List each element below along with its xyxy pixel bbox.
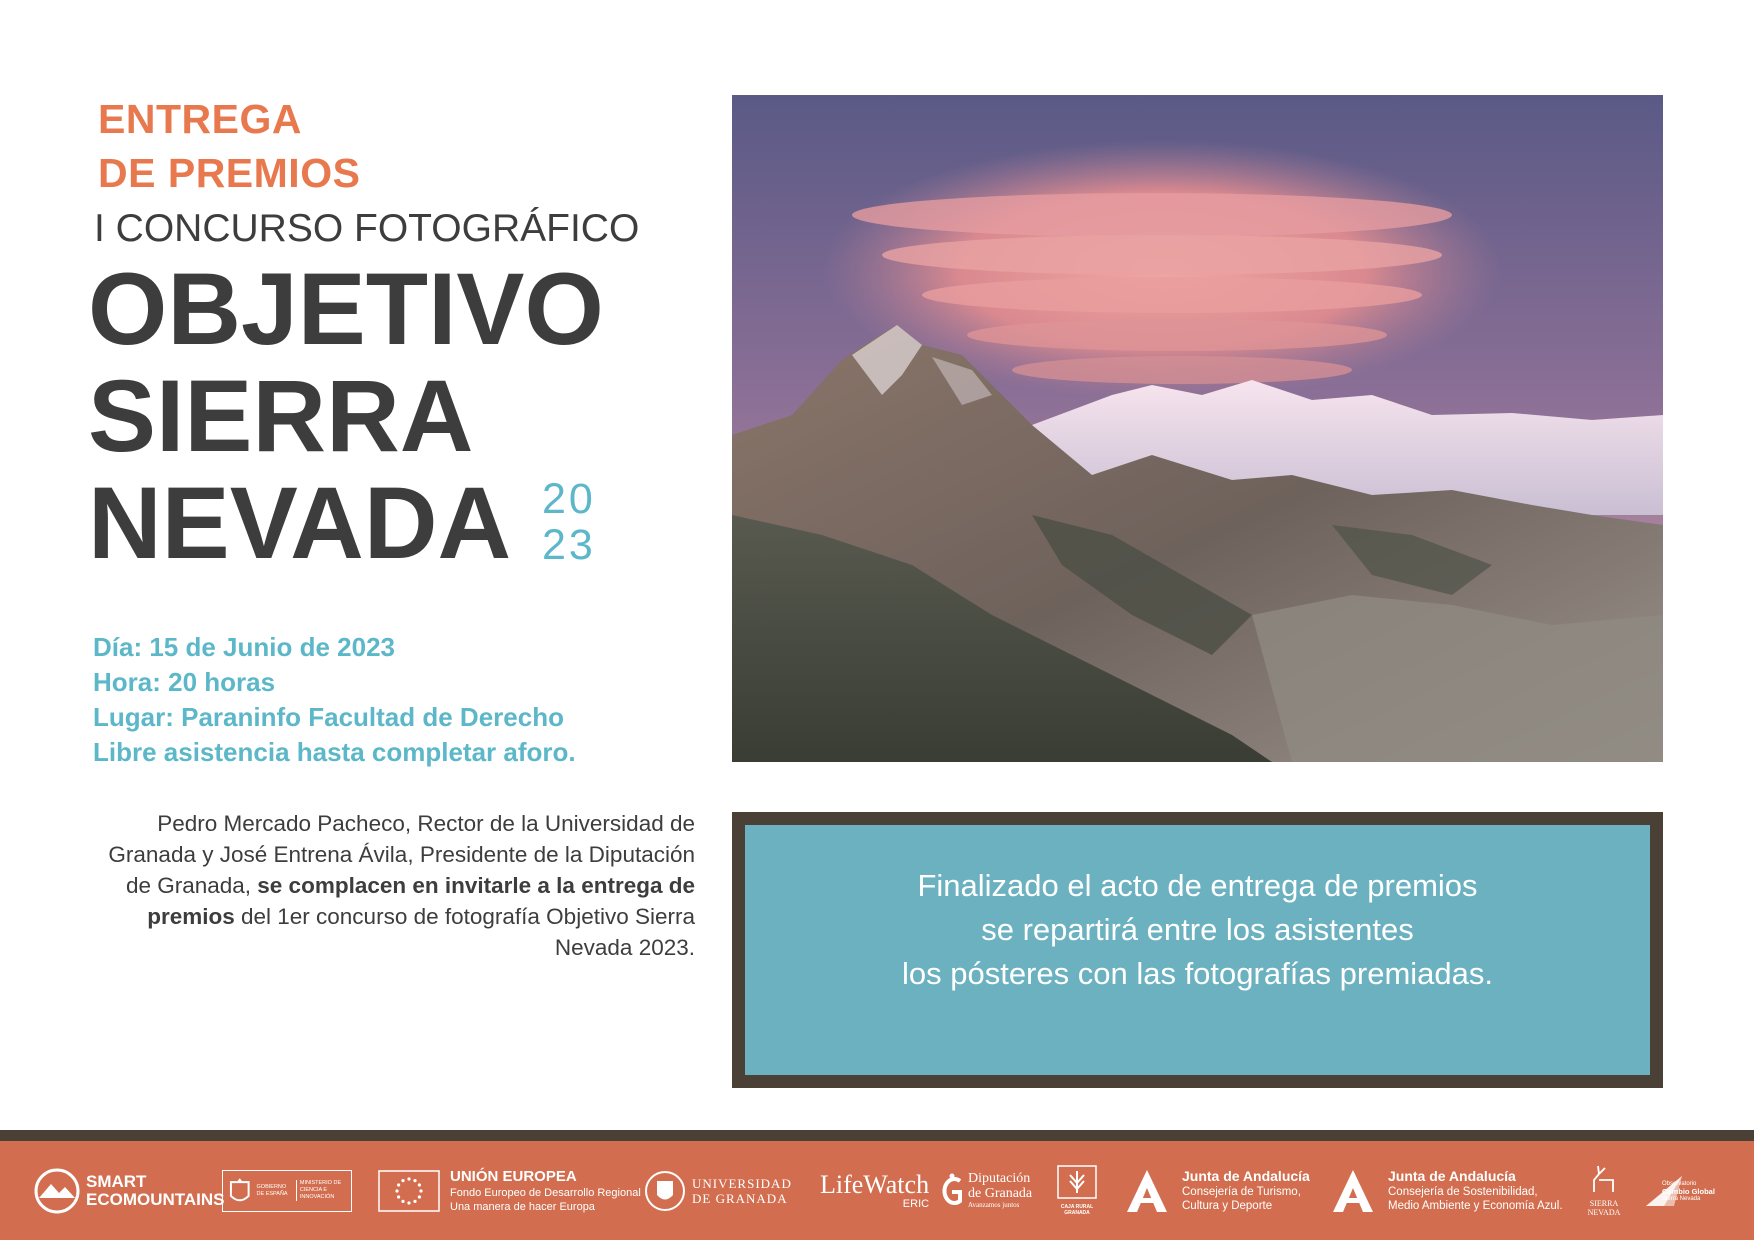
title-line-2: SIERRA bbox=[88, 359, 474, 473]
kicker-line-2: DE PREMIOS bbox=[98, 150, 361, 196]
invitation-part-1: Pedro Mercado Pacheco, Rector de la Universidad de Granada y José Entrena Ávila, Presidente de la Diputación de Granada, bbox=[108, 811, 695, 898]
junta2-title: Junta de Andalucía bbox=[1388, 1168, 1516, 1184]
obs-line-1: Observatorio bbox=[1662, 1180, 1697, 1187]
observatorio-logo bbox=[1644, 1141, 1722, 1240]
ibex-icon bbox=[1589, 1164, 1619, 1194]
ugr-logo bbox=[644, 1141, 792, 1240]
gobierno-logo bbox=[222, 1141, 352, 1240]
junta-sostenibilidad-logo bbox=[1330, 1141, 1563, 1240]
union-europea-logo bbox=[378, 1141, 641, 1240]
sn-line-1: SIERRA bbox=[1589, 1199, 1619, 1208]
coat-of-arms-icon bbox=[227, 1176, 253, 1206]
contest-year bbox=[542, 476, 596, 568]
junta1-line-2: Cultura y Deporte bbox=[1182, 1200, 1273, 1212]
event-access: Libre asistencia hasta completar aforo. bbox=[93, 737, 576, 767]
lifewatch-eric: ERIC bbox=[902, 1197, 930, 1210]
notice-box bbox=[732, 812, 1663, 1088]
contest-title bbox=[88, 252, 604, 580]
obs-line-3: Sierra Nevada bbox=[1662, 1195, 1701, 1202]
event-kicker bbox=[98, 92, 360, 200]
caja-rural-label: CAJA RURAL GRANADA bbox=[1060, 1204, 1094, 1216]
invitation-bold-1: se complacen en invitarle a la bbox=[257, 873, 575, 898]
contest-subtitle: I CONCURSO FOTOGRÁFICO bbox=[94, 207, 640, 250]
junta2-line-1: Consejería de Sostenibilidad, bbox=[1388, 1186, 1538, 1198]
junta2-line-2: Medio Ambiente y Economía Azul. bbox=[1388, 1200, 1563, 1212]
notice-text bbox=[902, 864, 1493, 996]
event-details bbox=[93, 630, 576, 770]
event-time: Hora: 20 horas bbox=[93, 667, 276, 697]
diputacion-logo bbox=[940, 1141, 1032, 1240]
invitation-part-2: del 1er concurso de fotografía Objetivo Sierra Nevada 2023. bbox=[234, 904, 695, 960]
caja-rural-logo bbox=[1056, 1141, 1098, 1240]
ue-line-1: Fondo Europeo de Desarrollo Regional bbox=[450, 1186, 641, 1199]
junta-turismo-logo bbox=[1124, 1141, 1310, 1240]
ue-title: UNIÓN EUROPEA bbox=[450, 1167, 577, 1185]
mountain-circle-icon bbox=[34, 1168, 80, 1214]
sierra-nevada-park-logo bbox=[1584, 1141, 1624, 1240]
junta1-title: Junta de Andalucía bbox=[1182, 1168, 1310, 1184]
mountain-photo bbox=[732, 95, 1663, 762]
notice-panel bbox=[745, 825, 1650, 1075]
university-crest-icon bbox=[644, 1169, 686, 1213]
eu-flag-icon bbox=[378, 1170, 440, 1212]
smart-ecomountains-logo bbox=[34, 1141, 225, 1240]
junta-a-icon bbox=[1124, 1168, 1170, 1214]
sponsor-footer bbox=[0, 1141, 1754, 1240]
notice-line-3: los pósteres con las fotografías premiadas. bbox=[901, 956, 1494, 991]
lifewatch-label: LifeWatch bbox=[820, 1169, 930, 1199]
diputacion-tagline: Avanzamos juntos bbox=[968, 1201, 1020, 1209]
invitation-bold-2: entrega de premios bbox=[147, 873, 695, 929]
footer-divider bbox=[0, 1130, 1754, 1141]
notice-line-1: Finalizado el acto de entrega de premios bbox=[917, 868, 1478, 903]
event-date: Día: 15 de Junio de 2023 bbox=[93, 632, 396, 662]
diputacion-line-2: de Granada bbox=[968, 1186, 1033, 1201]
ue-line-2: Una manera de hacer Europa bbox=[450, 1200, 595, 1213]
title-line-3: NEVADA bbox=[88, 466, 512, 580]
diputacion-line-1: Diputación bbox=[968, 1171, 1031, 1186]
year-bottom: 23 bbox=[542, 521, 596, 569]
junta-a-icon-2 bbox=[1330, 1168, 1376, 1214]
notice-line-2: se repartirá entre los asistentes bbox=[981, 912, 1414, 947]
ugr-line-2: DE GRANADA bbox=[692, 1190, 788, 1206]
lifewatch-logo bbox=[820, 1141, 929, 1240]
sn-line-2: NEVADA bbox=[1587, 1208, 1621, 1217]
ministerio-label: MINISTERIO DE CIENCIA E INNOVACIÓN bbox=[296, 1180, 347, 1201]
granada-g-icon bbox=[940, 1173, 964, 1209]
smart-label: SMART bbox=[86, 1171, 147, 1191]
invitation-text bbox=[90, 808, 695, 963]
ugr-line-1: UNIVERSIDAD bbox=[692, 1175, 792, 1191]
ecomountains-label: ECOMOUNTAINS bbox=[86, 1189, 225, 1209]
junta1-line-1: Consejería de Turismo, bbox=[1182, 1186, 1301, 1198]
year-top: 20 bbox=[542, 475, 596, 523]
wheat-icon bbox=[1057, 1165, 1097, 1199]
obs-line-2: Cambio Global bbox=[1662, 1186, 1715, 1196]
title-line-1: OBJETIVO bbox=[88, 252, 604, 366]
gobierno-label: GOBIERNO DE ESPAÑA bbox=[256, 1183, 288, 1197]
kicker-line-1: ENTREGA bbox=[98, 96, 302, 142]
event-place: Lugar: Paraninfo Facultad de Derecho bbox=[93, 702, 564, 732]
